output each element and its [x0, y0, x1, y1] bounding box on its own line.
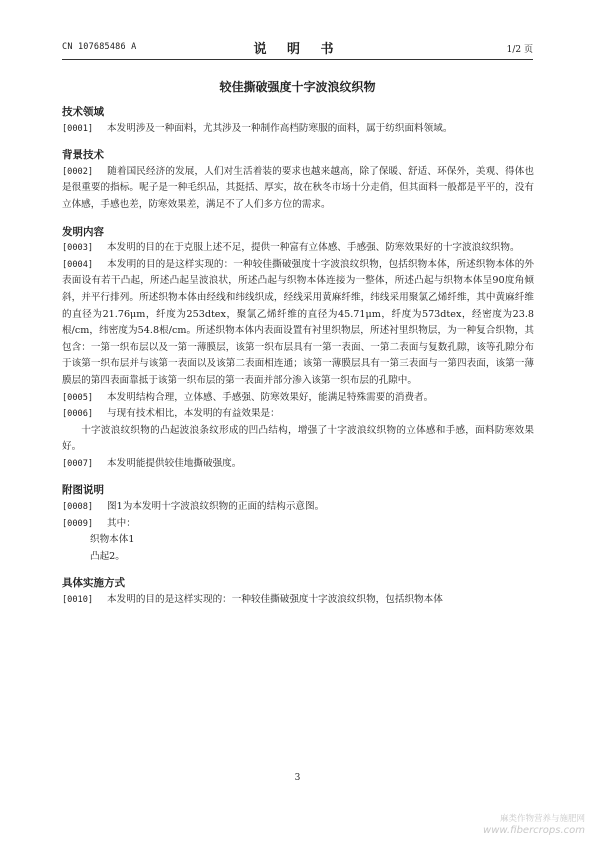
- section-heading-summary: 发明内容: [62, 225, 104, 238]
- paragraph-text: 本发明结构合理，立体感、手感强、防寒效果好，能满足特殊需要的消费者。: [107, 391, 434, 403]
- paragraph-number: [0005]: [62, 392, 94, 403]
- paragraph-text: 本发明的目的在于克服上述不足，提供一种富有立体感、手感强、防寒效果好的十字波浪纹织物。: [107, 242, 520, 254]
- document-title: 较佳撕破强度十字波浪纹织物: [219, 80, 376, 94]
- paragraph: [62, 164, 534, 214]
- reference-item: 凸起2。: [90, 550, 125, 562]
- publication-number: CN 107685486 A: [62, 42, 137, 52]
- paragraph-number: [0009]: [62, 518, 94, 529]
- paragraph: [62, 121, 534, 138]
- page-number: 3: [294, 773, 301, 783]
- paragraph: [62, 499, 534, 516]
- paragraph-number: [0004]: [62, 259, 94, 270]
- section-heading-background: 背景技术: [62, 149, 104, 162]
- paragraph-text: 本发明涉及一种面料，尤其涉及一种制作高档防寒服的面料，属于纺织面料领域。: [107, 122, 453, 134]
- paragraph-continuation: 十字波浪纹织物的凸起波浪条纹形成的凹凸结构，增强了十字波浪纹织物的立体感和手感，面料防寒效果好。: [62, 424, 534, 453]
- paragraph: [62, 240, 534, 257]
- watermark-site: www.fibercrops.com: [483, 825, 585, 836]
- header-divider: [62, 59, 533, 60]
- section-heading-embodiments: 具体实施方式: [62, 577, 125, 590]
- paragraph: [62, 390, 534, 407]
- paragraph-text: 随着国民经济的发展，人们对生活着装的要求也越来越高，除了保暖、舒适、环保外，美观、得体也是很重要的指标。呢子是一种毛织品，其挺括、厚实，故在秋冬市场十分走俏，但其面料一般都是平平的，没有立体感，手感也差，防寒效果差，满足不了人们多方位的需求。: [62, 165, 534, 210]
- paragraph: [62, 406, 534, 423]
- paragraph: [62, 592, 534, 609]
- paragraph: [62, 516, 534, 533]
- watermark-name: 麻类作物营养与施肥网: [499, 814, 585, 824]
- section-heading-drawings: 附图说明: [62, 484, 104, 497]
- paragraph-number: [0001]: [62, 123, 94, 134]
- page-header: [62, 38, 533, 58]
- paragraph-number: [0008]: [62, 502, 94, 513]
- paragraph-text: 本发明的目的是这样实现的：一种较佳撕破强度十字波浪纹织物，包括织物本体: [107, 594, 443, 606]
- paragraph-number: [0003]: [62, 243, 94, 254]
- paragraph-text: 其中：: [107, 517, 136, 529]
- paragraph-text: 图1为本发明十字波浪纹织物的正面的结构示意图。: [107, 501, 325, 513]
- paragraph: [62, 257, 534, 390]
- paragraph-number: [0010]: [62, 595, 94, 606]
- paragraph-number: [0006]: [62, 409, 94, 420]
- paragraph: [62, 456, 534, 473]
- header-title: 说 明 书: [253, 42, 342, 57]
- paragraph-text: 本发明的目的是这样实现的：一种较佳撕破强度十字波浪纹织物，包括织物本体，所述织物本体的外表面设有若干凸起，所述凸起呈波浪状，所述凸起与织物本体连接为一整体，所述凸起与织物本体呈90度角倾斜，并平行排列。所述织物本体由经线和纬线织成，经线采用黄麻纤维，纬线采用聚氯乙烯纤维，其中黄麻纤维的直径为21.76μm，纤度为253dtex，聚氯乙烯纤维的直径为45.71μm，纤度为573dtex，经密度为23.8根/cm，纬密度为54.8根/cm。所述织物本体内表面设置有衬里织物层，所述衬里织物层，为一种复合织物，其包含：一第一织布层以及一第一薄膜层，该第一织布层具有一第一表面、一第二表面与复数孔隙，该等孔隙分布于该第一织布层并与该第一表面以及该第二表面相连通；该第一薄膜层具有一第三表面与一第四表面，该第一薄膜层的第四表面靠抵于该第一织布层的第一表面并部分渗入该第一织布层的孔隙中。: [62, 258, 534, 386]
- paragraph-number: [0002]: [62, 166, 94, 177]
- section-heading-technical-field: 技术领域: [62, 106, 104, 118]
- paragraph-number: [0007]: [62, 458, 94, 469]
- document-body: [62, 104, 534, 609]
- paragraph-text: 本发明能提供较佳地撕破强度。: [107, 457, 242, 469]
- watermark: [483, 814, 585, 836]
- reference-item: 织物本体1: [90, 534, 135, 546]
- page-count: 1/2 页: [506, 45, 533, 55]
- paragraph-text: 与现有技术相比，本发明的有益效果是：: [107, 408, 280, 420]
